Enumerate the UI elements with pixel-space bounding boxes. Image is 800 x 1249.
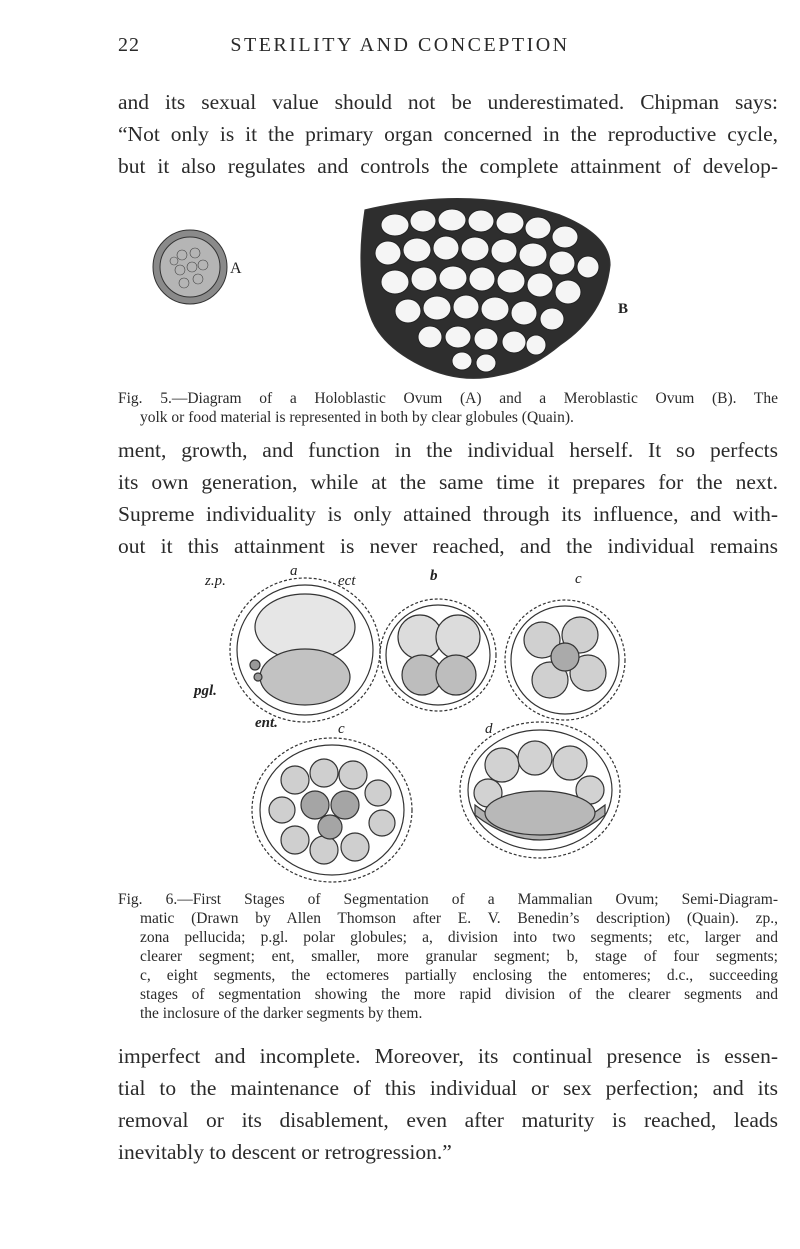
stage-b: [380, 599, 496, 711]
fig6-label-ect: ect: [338, 573, 356, 589]
fig6-label-b: b: [430, 568, 438, 584]
ova-diagram: [140, 195, 780, 385]
figure-6-illustration: [194, 563, 640, 890]
fig5-label-b: B: [618, 301, 629, 317]
text-line: inevitably to descent or retrogression.”: [118, 1140, 452, 1164]
fig6-label-a: a: [290, 563, 298, 579]
fig6-label-pgl: pgl.: [194, 683, 217, 699]
running-title: STERILITY AND CONCEPTION: [230, 34, 570, 56]
text-line: but it also regulates and controls the complete attainment of develop-: [118, 154, 778, 178]
holoblastic-ovum: [153, 230, 227, 304]
fig6-label-c-top: c: [575, 571, 582, 587]
caption-line: matic (Drawn by Allen Thomson after E. V. Benedin’s description) (Quain). zp.,: [140, 910, 778, 927]
text-line: imperfect and incomplete. Moreover, its continual presence is essen-: [118, 1044, 778, 1068]
paragraph-1: [118, 86, 778, 182]
stage-d: [460, 722, 620, 858]
figure-5-illustration: [140, 195, 780, 385]
fig6-label-ent: ent.: [255, 715, 278, 731]
figure-5-caption: [118, 389, 778, 427]
fig6-label-c-mid: c: [338, 721, 345, 737]
caption-line: c, eight segments, the ectomeres partially enclosing the entomeres; d.c., succeeding: [140, 967, 778, 984]
text-line: out it this attainment is never reached, and the individual remains: [118, 534, 778, 558]
text-line: removal or its disablement, even after maturity is reached, leads: [118, 1108, 778, 1132]
text-line: its own generation, while at the same time it prepares for the next.: [118, 470, 778, 494]
figure-6-caption: [118, 890, 778, 1023]
text-line: ment, growth, and function in the individual herself. It so perfects: [118, 438, 778, 462]
fig5-label-a: A: [230, 260, 242, 277]
segmentation-diagram: [194, 563, 640, 890]
caption-line: the inclosure of the darker segments by them.: [140, 1005, 423, 1022]
fig6-label-zp: z.p.: [205, 573, 226, 589]
caption-line: clearer segment; ent, smaller, more granular segment; b, stage of four segments;: [140, 948, 778, 965]
caption-line: zona pellucida; p.gl. polar globules; a, division into two segments; etc, larger and: [140, 929, 778, 946]
meroblastic-ovum: [361, 199, 610, 379]
text-line: “Not only is it the primary organ concerned in the reproductive cycle,: [118, 122, 778, 146]
text-line: tial to the maintenance of this individual or sex perfection; and its: [118, 1076, 778, 1100]
page-number: 22: [118, 34, 140, 56]
text-line: and its sexual value should not be underestimated. Chipman says:: [118, 90, 778, 114]
paragraph-2: [118, 434, 778, 562]
caption-line: Fig. 5.—Diagram of a Holoblastic Ovum (A) and a Meroblastic Ovum (B). The: [118, 390, 778, 407]
stage-c-later: [252, 738, 412, 882]
caption-line: stages of segmentation showing the more rapid division of the clearer segments and: [140, 986, 778, 1003]
paragraph-3: [118, 1040, 778, 1168]
fig6-label-d: d: [485, 721, 493, 737]
caption-line: yolk or food material is represented in both by clear globules (Quain).: [140, 409, 574, 426]
stage-c: [505, 600, 625, 720]
text-line: Supreme individuality is only attained through its influence, and with-: [118, 502, 778, 526]
stage-a: [230, 578, 380, 722]
caption-line: Fig. 6.—First Stages of Segmentation of a Mammalian Ovum; Semi-Diagram-: [118, 891, 778, 908]
